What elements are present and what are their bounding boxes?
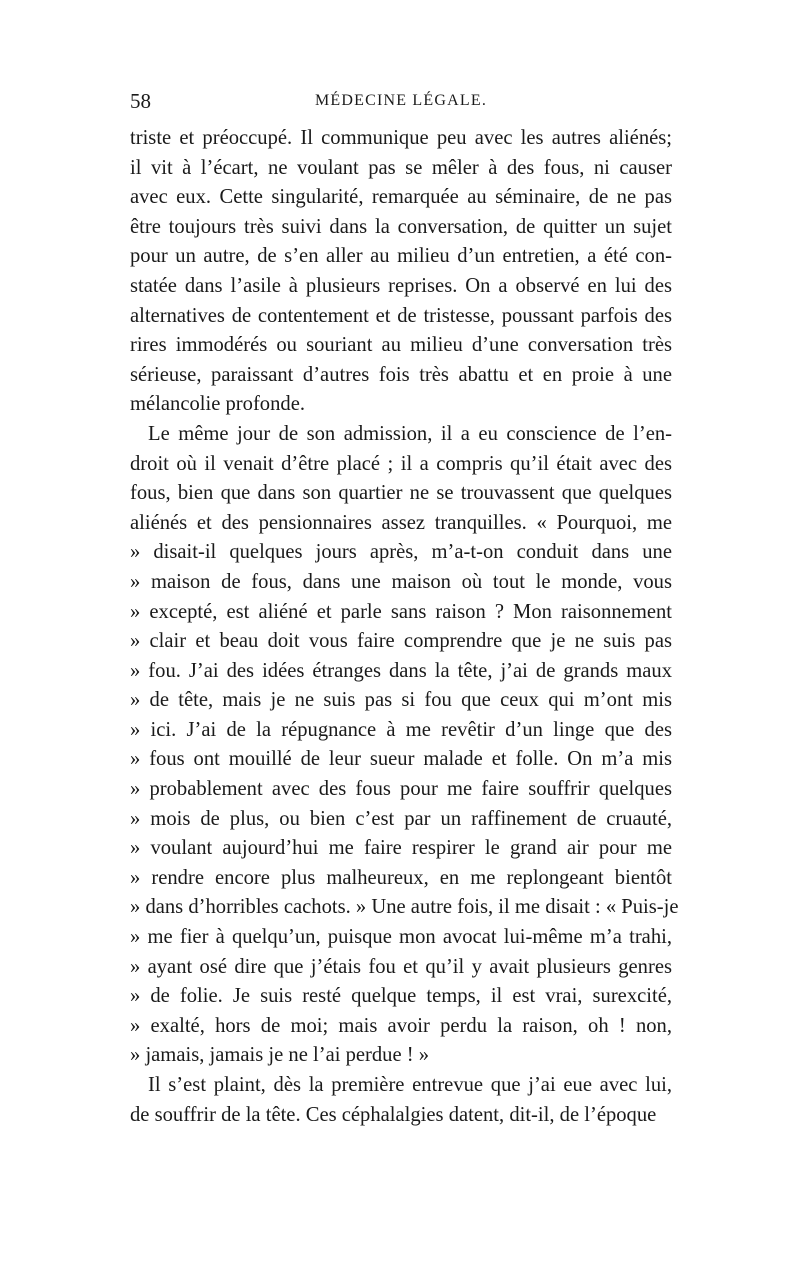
- text-line: alternatives de contentement et de tristesse, poussant parfois des: [130, 304, 672, 327]
- running-title: MÉDECINE LÉGALE.: [314, 92, 488, 109]
- text-line: » maison de fous, dans une maison où tout le monde, vous: [130, 570, 672, 593]
- text-line: mélancolie profonde.: [130, 393, 305, 416]
- body-text: [130, 124, 679, 1130]
- text-line: Le même jour de son admission, il a eu conscience de l’en-: [148, 422, 672, 445]
- page-header: [130, 89, 672, 119]
- text-line: » rendre encore plus malheureux, en me replongeant bientôt: [130, 866, 672, 889]
- text-line: » probablement avec des fous pour me faire souffrir quelques: [130, 778, 672, 801]
- text-line: statée dans l’asile à plusieurs reprises. On a observé en lui des: [130, 274, 672, 297]
- text-line: » mois de plus, ou bien c’est par un raffinement de cruauté,: [130, 807, 672, 830]
- text-line: » clair et beau doit vous faire comprendre que je ne suis pas: [130, 630, 672, 653]
- text-line: fous, bien que dans son quartier ne se trouvassent que quelques: [130, 482, 672, 505]
- text-line: » fous ont mouillé de leur sueur malade et folle. On m’a mis: [130, 748, 672, 771]
- text-line: avec eux. Cette singularité, remarquée au séminaire, de ne pas: [130, 186, 672, 209]
- text-line: aliénés et des pensionnaires assez tranquilles. « Pourquoi, me: [130, 511, 672, 534]
- text-line: » de folie. Je suis resté quelque temps, il est vrai, surexcité,: [130, 985, 672, 1008]
- text-line: » ayant osé dire que j’étais fou et qu’il y avait plusieurs genres: [130, 955, 672, 978]
- text-line: » exalté, hors de moi; mais avoir perdu la raison, oh ! non,: [130, 1014, 672, 1037]
- text-line: il vit à l’écart, ne voulant pas se mêler à des fous, ni causer: [130, 156, 672, 179]
- text-line: » voulant aujourd’hui me faire respirer le grand air pour me: [130, 837, 672, 860]
- text-line: droit où il venait d’être placé ; il a compris qu’il était avec des: [130, 452, 672, 475]
- text-line: » fou. J’ai des idées étranges dans la tête, j’ai de grands maux: [130, 659, 672, 682]
- text-line: Il s’est plaint, dès la première entrevue que j’ai eue avec lui,: [148, 1074, 672, 1096]
- text-line: » ici. J’ai de la répugnance à me revêtir d’un linge que des: [130, 718, 672, 741]
- text-line: sérieuse, paraissant d’autres fois très abattu et en proie à une: [130, 363, 672, 386]
- text-line: de souffrir de la tête. Ces céphalalgies datent, dit-il, de l’époque: [130, 1103, 657, 1126]
- text-line: » excepté, est aliéné et parle sans raison ? Mon raisonnement: [130, 600, 672, 623]
- text-line: triste et préoccupé. Il communique peu avec les autres aliénés;: [130, 127, 672, 149]
- text-line: être toujours très suivi dans la conversation, de quitter un sujet: [130, 215, 672, 238]
- text-line: » me fier à quelqu’un, puisque mon avocat lui-même m’a trahi,: [130, 926, 672, 949]
- paragraph: [130, 1071, 672, 1130]
- text-line: » disait-il quelques jours après, m’a-t-on conduit dans une: [130, 541, 672, 564]
- text-line: » de tête, mais je ne suis pas si fou que ceux qui m’ont mis: [130, 689, 672, 712]
- paragraph: [130, 420, 679, 1071]
- paragraph: [130, 124, 672, 420]
- text-line: pour un autre, de s’en aller au milieu d’un entretien, a été con-: [130, 245, 672, 268]
- text-line: rires immodérés ou souriant au milieu d’une conversation très: [130, 334, 672, 357]
- text-line: » jamais, jamais je ne l’ai perdue ! »: [130, 1044, 430, 1067]
- page-number: 58: [130, 89, 151, 113]
- text-line: » dans d’horribles cachots. » Une autre fois, il me disait : « Puis-je: [130, 896, 679, 919]
